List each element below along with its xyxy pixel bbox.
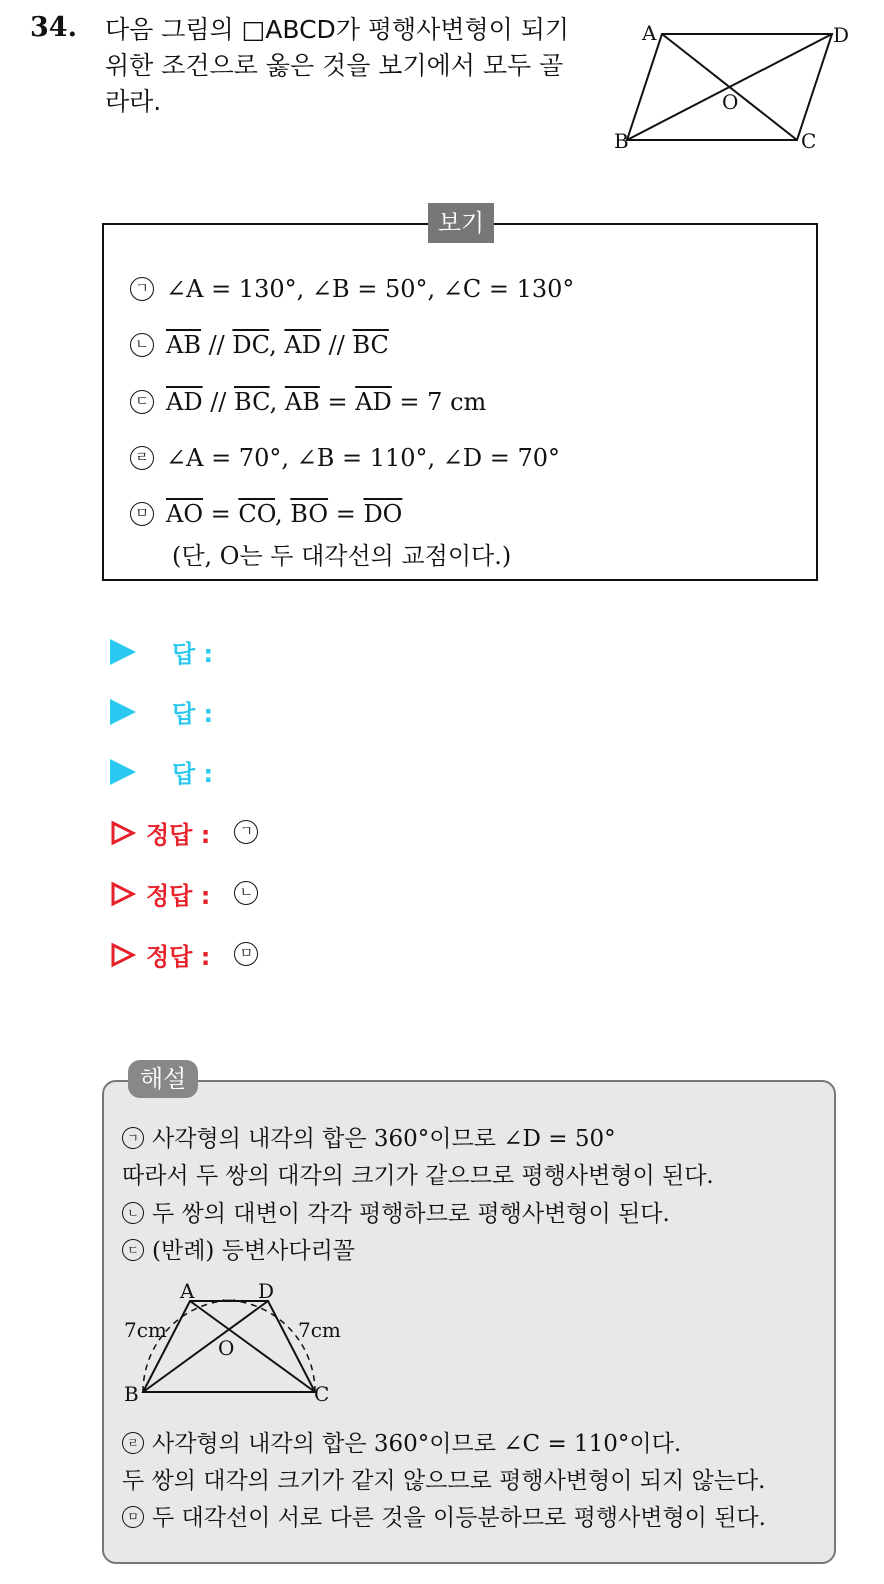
explanation-text: 사각형의 내각의 합은 360°이므로 ∠C = 110°이다. <box>152 1431 682 1457</box>
question-line: 다음 그림의 □ABCD가 평행사변형이 되기 <box>105 15 570 44</box>
bogi-item <box>130 388 486 416</box>
question-line: 라라. <box>105 87 162 116</box>
explanation-text: 두 대각선이 서로 다른 것을 이등분하므로 평행사변형이 된다. <box>152 1505 766 1531</box>
explanation-text: 사각형의 내각의 합은 360°이므로 ∠D = 50° <box>152 1126 616 1152</box>
answer-row <box>110 754 213 789</box>
circled-marker: ㅁ <box>122 1506 144 1528</box>
condition-text: ∠A = 70°, ∠B = 110°, ∠D = 70° <box>166 444 561 472</box>
condition-text: , <box>269 388 285 416</box>
condition-text: , <box>275 500 291 528</box>
outline-triangle-icon <box>110 881 136 907</box>
answer-row <box>110 694 213 729</box>
bogi-note: (단, O는 두 대각선의 교점이다.) <box>172 542 512 570</box>
bogi-item <box>130 275 574 303</box>
circled-marker: ㄱ <box>130 277 154 301</box>
circled-marker: ㄴ <box>130 333 154 357</box>
correct-answer-row <box>110 815 270 850</box>
segment-label: $\overline{BC}$ <box>352 331 389 359</box>
segment-label: $\overline{AD}$ <box>355 388 392 416</box>
condition-text: = <box>328 500 364 528</box>
explanation-line <box>122 1425 681 1458</box>
correct-answer-row <box>110 876 270 911</box>
trapezoid-figure <box>118 1276 348 1406</box>
circled-marker: ㅁ <box>130 502 154 526</box>
condition-text: = 7 cm <box>391 388 487 416</box>
circled-marker: ㄴ <box>234 881 258 905</box>
segment-label: $\overline{BO}$ <box>290 500 329 528</box>
explanation-line <box>122 1499 766 1532</box>
vertex-label-a: A <box>180 1279 195 1303</box>
correct-label: 정답 : <box>146 821 211 849</box>
vertex-label-a: A <box>642 21 657 45</box>
correct-label: 정답 : <box>146 943 211 971</box>
segment-label: $\overline{AB}$ <box>166 331 201 359</box>
condition-text: = <box>203 500 239 528</box>
segment-label: $\overline{AD}$ <box>166 388 203 416</box>
segment-label: $\overline{CO}$ <box>238 500 276 528</box>
right-length-label: 7cm <box>298 1318 341 1342</box>
condition-text: // <box>321 331 353 359</box>
circled-marker: ㄱ <box>122 1127 144 1149</box>
segment-label: $\overline{DC}$ <box>232 331 270 359</box>
explanation-text: 따라서 두 쌍의 대각의 크기가 같으므로 평행사변형이 된다. <box>122 1163 714 1189</box>
condition-text: // <box>200 331 233 359</box>
explanation-line <box>122 1195 670 1228</box>
question-text <box>105 12 585 120</box>
diagonal-bd <box>143 1301 268 1392</box>
outline-triangle-icon <box>110 820 136 846</box>
play-icon <box>110 759 136 785</box>
circled-marker: ㄹ <box>130 446 154 470</box>
explanation-line <box>122 1120 616 1153</box>
segment-label: $\overline{DO}$ <box>363 500 403 528</box>
answer-label: 답 : <box>172 700 214 728</box>
question-line: 위한 조건으로 옳은 것을 보기에서 모두 골 <box>105 51 564 80</box>
segment-label: $\overline{AO}$ <box>166 500 204 528</box>
circled-marker: ㅁ <box>234 942 258 966</box>
correct-label: 정답 : <box>146 882 211 910</box>
center-label-o: O <box>722 90 739 114</box>
circled-marker: ㄹ <box>122 1432 144 1454</box>
parallelogram-figure <box>600 18 860 158</box>
vertex-label-b: B <box>614 129 629 153</box>
explanation-line <box>122 1157 714 1190</box>
condition-text: , <box>269 331 285 359</box>
answer-row <box>110 634 213 669</box>
condition-text: ∠A = 130°, ∠B = 50°, ∠C = 130° <box>166 275 575 303</box>
answer-label: 답 : <box>172 760 214 788</box>
explanation-line <box>122 1232 355 1265</box>
circled-marker: ㄷ <box>122 1239 144 1261</box>
bogi-item <box>130 500 402 528</box>
right-arc <box>223 1300 315 1392</box>
vertex-label-c: C <box>314 1382 330 1406</box>
outline-triangle-icon <box>110 942 136 968</box>
play-icon <box>110 639 136 665</box>
explanation-text: 두 쌍의 대변이 각각 평행하므로 평행사변형이 된다. <box>152 1201 670 1227</box>
circled-marker: ㄱ <box>234 820 258 844</box>
diagonal-ac <box>190 1301 315 1392</box>
explanation-text: 두 쌍의 대각의 크기가 같지 않으므로 평행사변형이 되지 않는다. <box>122 1468 766 1494</box>
play-icon <box>110 699 136 725</box>
condition-text: = <box>319 388 356 416</box>
answer-label: 답 : <box>172 640 214 668</box>
vertex-label-d: D <box>833 23 850 47</box>
vertex-label-c: C <box>801 129 817 153</box>
vertex-label-b: B <box>124 1382 139 1406</box>
correct-answer-row <box>110 937 270 972</box>
vertex-label-d: D <box>258 1279 275 1303</box>
explanation-text: (반례) 등변사다리꼴 <box>152 1238 356 1264</box>
explanation-line <box>122 1462 765 1495</box>
circled-marker: ㄷ <box>130 390 154 414</box>
left-length-label: 7cm <box>124 1318 167 1342</box>
bogi-item <box>130 444 560 472</box>
question-number: 34. <box>30 12 77 43</box>
center-label-o: O <box>218 1336 235 1360</box>
segment-label: $\overline{AD}$ <box>284 331 321 359</box>
segment-label: $\overline{BC}$ <box>234 388 270 416</box>
bogi-item <box>130 331 389 359</box>
condition-text: // <box>202 388 235 416</box>
bogi-label: 보기 <box>428 203 494 243</box>
segment-label: $\overline{AB}$ <box>284 388 320 416</box>
circled-marker: ㄴ <box>122 1202 144 1224</box>
explanation-tag: 해설 <box>128 1060 198 1098</box>
